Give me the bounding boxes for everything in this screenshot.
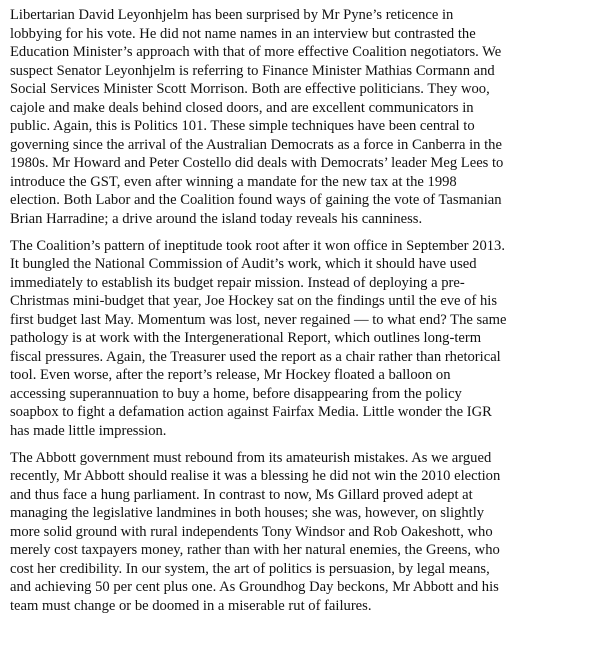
- text-line: first budget last May. Momentum was lost, never regained — to what end? The same: [10, 311, 507, 328]
- paragraph-abbott-government: [10, 449, 594, 616]
- text-line: tool. Even worse, after the report’s release, Mr Hockey floated a balloon on: [10, 367, 451, 384]
- text-line: Social Services Minister Scott Morrison. Both are effective politicians. They woo,: [10, 81, 490, 98]
- text-line: It bungled the National Commission of Audit’s work, which it should have used: [10, 256, 477, 273]
- paragraph-coalition-ineptitude: [10, 237, 594, 441]
- text-line: lobbying for his vote. He did not name names in an interview but contrasted the: [10, 25, 476, 42]
- text-line: more solid ground with rural independents Tony Windsor and Rob Oakeshott, who: [10, 523, 493, 540]
- text-line: soapbox to fight a defamation action against Fairfax Media. Little wonder the IGR: [10, 404, 492, 421]
- text-line: election. Both Labor and the Coalition found ways of gaining the vote of Tasmanian: [10, 192, 502, 209]
- text-line: governing since the arrival of the Australian Democrats as a force in Canberra in the: [10, 136, 502, 153]
- text-line: and thus face a hung parliament. In contrast to now, Ms Gillard proved adept at: [10, 486, 473, 503]
- text-line: Brian Harradine; a drive around the island today reveals his canniness.: [10, 211, 423, 228]
- text-line: The Coalition’s pattern of ineptitude took root after it won office in September 2013.: [10, 237, 505, 254]
- text-line: managing the legislative landmines in both houses; she was, however, on slightly: [10, 505, 485, 522]
- text-line: and achieving 50 per cent plus one. As Groundhog Day beckons, Mr Abbott and his: [10, 579, 499, 596]
- text-line: public. Again, this is Politics 101. These simple techniques have been central to: [10, 118, 475, 135]
- text-line: recently, Mr Abbott should realise it was a blessing he did not win the 2010 election: [10, 468, 501, 485]
- text-line: accessing superannuation to buy a home, before disappearing from the policy: [10, 385, 462, 402]
- text-line: team must change or be doomed in a miserable rut of failures.: [10, 597, 372, 614]
- text-line: The Abbott government must rebound from its amateurish mistakes. As we argued: [10, 449, 492, 466]
- text-line: Education Minister’s approach with that of more effective Coalition negotiators. We: [10, 44, 502, 61]
- text-line: merely cost taxpayers money, rather than with her natural enemies, the Greens, who: [10, 542, 500, 559]
- text-line: cajole and make deals behind closed doors, and are excellent communicators in: [10, 99, 474, 116]
- text-line: has made little impression.: [10, 423, 167, 440]
- text-line: Christmas mini-budget that year, Joe Hockey sat on the findings until the eve of his: [10, 293, 497, 310]
- text-line: introduce the GST, even after winning a mandate for the new tax at the 1998: [10, 173, 457, 190]
- text-line: cost her credibility. In our system, the art of politics is persuasion, by legal means,: [10, 560, 490, 577]
- text-line: suspect Senator Leyonhjelm is referring to Finance Minister Mathias Cormann and: [10, 62, 495, 79]
- text-line: immediately to establish its budget repair mission. Instead of deploying a pre-: [10, 274, 465, 291]
- paragraph-leyonhjelm: [10, 6, 594, 229]
- text-line: pathology is at work with the Intergenerational Report, which outlines long-term: [10, 330, 482, 347]
- text-line: Libertarian David Leyonhjelm has been surprised by Mr Pyne’s reticence in: [10, 7, 454, 23]
- text-line: 1980s. Mr Howard and Peter Costello did deals with Democrats’ leader Meg Lees to: [10, 155, 504, 172]
- text-line: fiscal pressures. Again, the Treasurer used the report as a chair rather than rhetorical: [10, 348, 501, 365]
